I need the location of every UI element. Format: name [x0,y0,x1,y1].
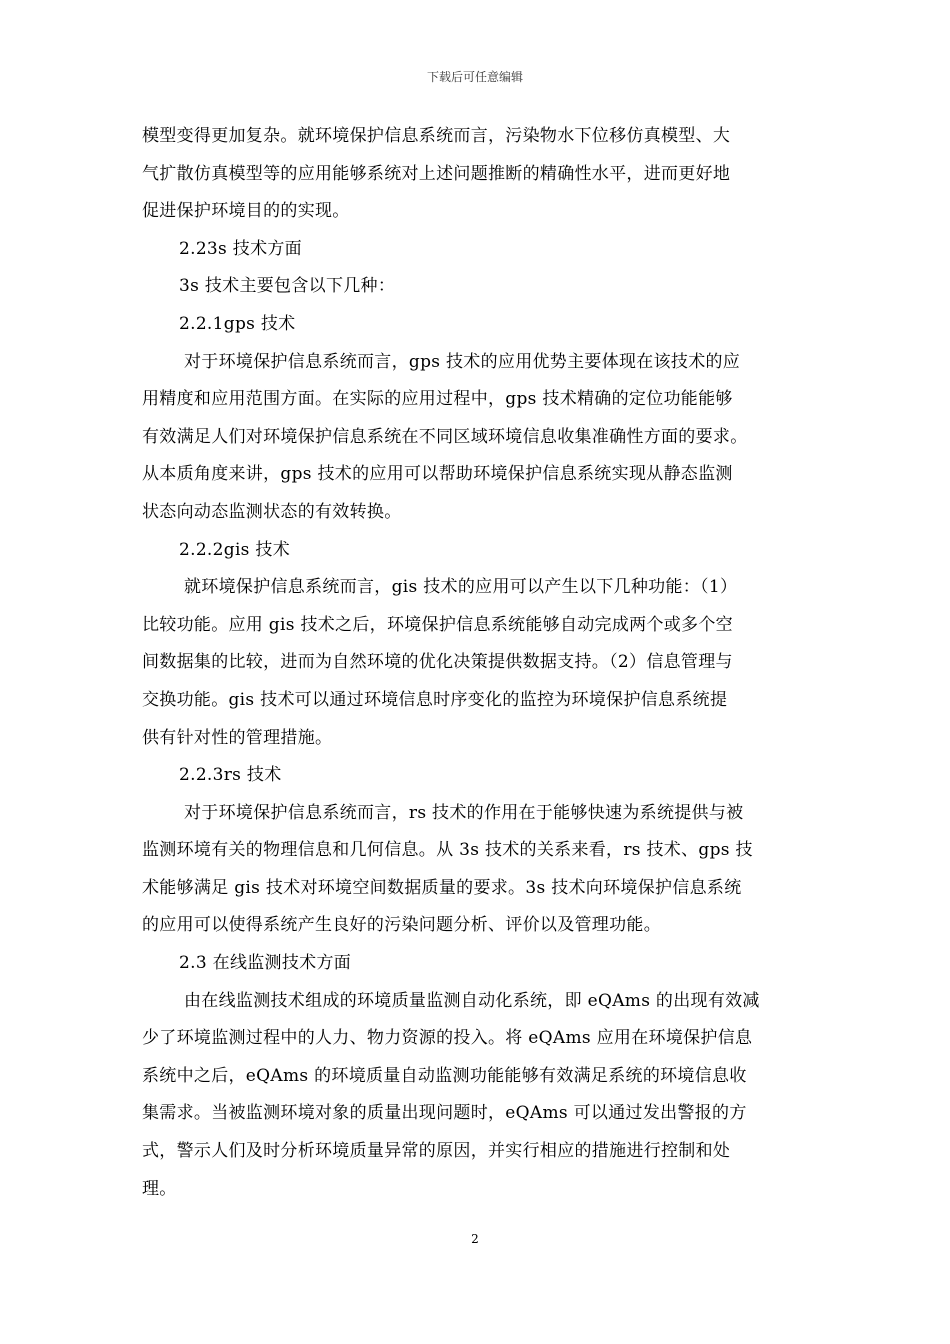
section-heading: 2.2.3rs 技术 [179,765,282,786]
text-line: 少了环境监测过程中的人力、物力资源的投入。将 eQAms 应用在环境保护信息 [142,1028,753,1049]
text-line: 用精度和应用范围方面。在实际的应用过程中，gps 技术精确的定位功能能够 [142,389,733,410]
text-line: 气扩散仿真模型等的应用能够系统对上述问题推断的精确性水平，进而更好地 [142,163,731,184]
text-line: 供有针对性的管理措施。 [142,727,333,748]
text-line: 系统中之后，eQAms 的环境质量自动监测功能能够有效满足系统的环境信息收 [142,1065,747,1086]
text-line: 集需求。当被监测环境对象的质量出现问题时，eQAms 可以通过发出警报的方 [142,1103,747,1124]
page-header: 下载后可任意编辑 [426,70,523,84]
text-line: 比较功能。应用 gis 技术之后，环境保护信息系统能够自动完成两个或多个空 [142,614,733,635]
text-line: 间数据集的比较，进而为自然环境的优化决策提供数据支持。（2）信息管理与 [142,652,733,673]
text-line: 促进保护环境目的的实现。 [142,201,350,222]
section-heading: 2.2.2gis 技术 [179,539,291,560]
document-body [142,118,812,1208]
text-line: 对于环境保护信息系统而言，gps 技术的应用优势主要体现在该技术的应 [184,351,741,372]
section-heading: 2.2.1gps 技术 [179,313,296,334]
text-line: 从本质角度来讲，gps 技术的应用可以帮助环境保护信息系统实现从静态监测 [142,464,733,485]
text-line: 交换功能。gis 技术可以通过环境信息时序变化的监控为环境保护信息系统提 [142,689,728,710]
text-line: 的应用可以使得系统产生良好的污染问题分析、评价以及管理功能。 [142,915,661,936]
section-heading: 2.23s 技术方面 [179,238,302,259]
page-number: 2 [471,1232,479,1246]
text-line: 模型变得更加复杂。就环境保护信息系统而言，污染物水下位移仿真模型、大 [142,126,731,146]
text-line: 就环境保护信息系统而言，gis 技术的应用可以产生以下几种功能：（1） [184,577,738,598]
text-line: 监测环境有关的物理信息和几何信息。从 3s 技术的关系来看，rs 技术、gps 技 [142,840,753,861]
text-line: 对于环境保护信息系统而言，rs 技术的作用在于能够快速为系统提供与被 [184,802,744,823]
text-line: 3s 技术主要包含以下几种： [179,276,396,297]
text-line: 状态向动态监测状态的有效转换。 [142,501,402,522]
text-line: 理。 [142,1178,177,1199]
text-line: 式，警示人们及时分析环境质量异常的原因，并实行相应的措施进行控制和处 [142,1141,731,1162]
section-heading: 2.3 在线监测技术方面 [179,953,352,974]
text-line: 由在线监测技术组成的环境质量监测自动化系统，即 eQAms 的出现有效减 [184,990,760,1011]
text-line: 有效满足人们对环境保护信息系统在不同区域环境信息收集准确性方面的要求。 [142,426,748,447]
text-line: 术能够满足 gis 技术对环境空间数据质量的要求。3s 技术向环境保护信息系统 [142,877,742,898]
